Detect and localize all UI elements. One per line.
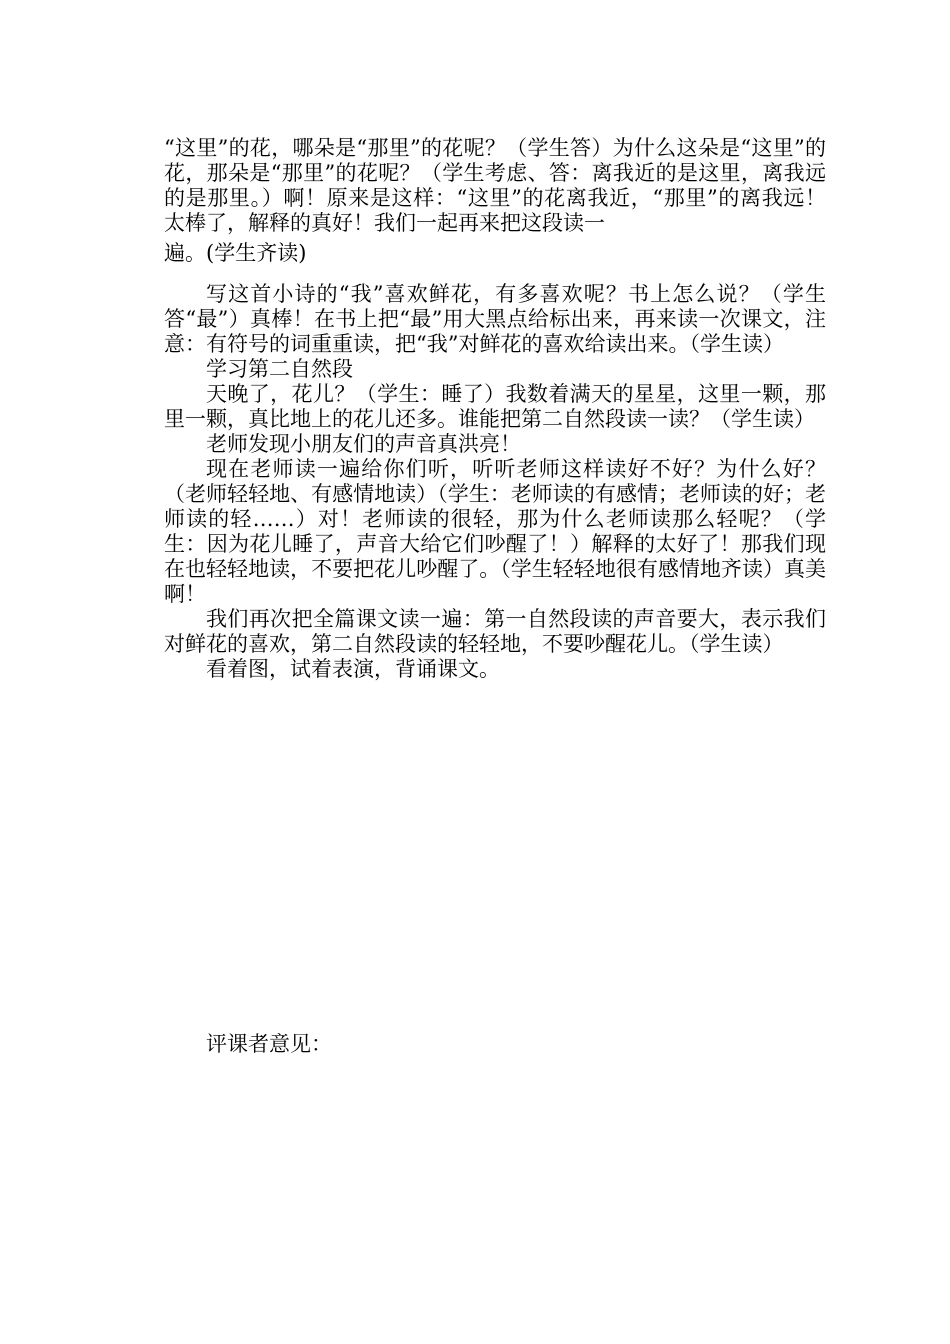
paragraph-love-flowers: 写这首小诗的“我”喜欢鲜花，有多喜欢呢？书上怎么说？（学生答“最”）真棒！在书上把“最”用大黑点给标出来，再来读一次课文，注意：有符号的词重重读，把“我”对鲜花的喜欢给读出来。（学生读） xyxy=(164,282,826,356)
paragraph-teacher-reads: 现在老师读一遍给你们听，听听老师这样读好不好？为什么好？（老师轻轻地、有感情地读）（学生：老师读的有感情；老师读的好；老师读的轻……）对！老师读的很轻，那为什么老师读那么轻呢？（学生：因为花儿睡了，声音大给它们吵醒了！）解释的太好了！那我们现在也轻轻地读，不要把花儿吵醒了。（学生轻轻地很有感情地齐读）真美啊！ xyxy=(164,457,826,606)
section-heading-second-paragraph: 学习第二自然段 xyxy=(206,357,353,381)
paragraph-read-whole-text: 我们再次把全篇课文读一遍：第一自然段读的声音要大，表示我们对鲜花的喜欢，第二自然段读的轻轻地，不要吵醒花儿。（学生读） xyxy=(164,607,826,656)
document-body xyxy=(164,136,826,682)
paragraph-flower-explanation: “这里”的花，哪朵是“那里”的花呢？（学生答）为什么这朵是“这里”的花，那朵是“那里”的花呢？（学生考虑、答：离我近的是这里，离我远的是那里。）啊！原来是这样：“这里”的花离我近，“那里”的离我远！太棒了，解释的真好！我们一起再来把这段读一 xyxy=(164,136,826,235)
reviewer-comment-label: 评课者意见： xyxy=(206,1032,332,1056)
paragraph-night-stars: 天晚了，花儿？（学生：睡了）我数着满天的星星，这里一颗，那里一颗，真比地上的花儿还多。谁能把第二自然段读一读？（学生读） xyxy=(164,382,826,431)
paragraph-read-together: 遍。(学生齐读) xyxy=(164,241,307,265)
paragraph-perform-recite: 看着图，试着表演，背诵课文。 xyxy=(206,657,500,681)
paragraph-loud-voice: 老师发现小朋友们的声音真洪亮！ xyxy=(206,432,521,456)
